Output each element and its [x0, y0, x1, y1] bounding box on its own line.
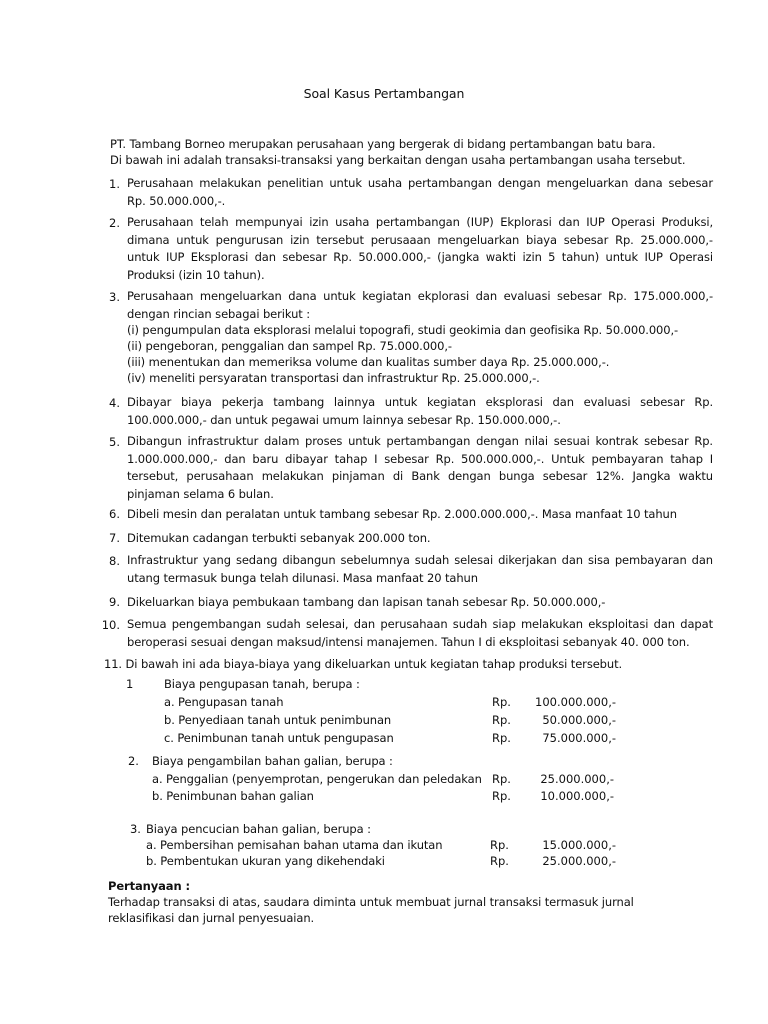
- item-subline: (ii) pengeboran, penggalian dan sampel Rp. 75.000.000,-: [127, 339, 452, 353]
- cost-label: c. Penimbunan tanah untuk pengupasan: [164, 731, 394, 745]
- currency-label: Rp.: [492, 789, 511, 803]
- cost-amount: 10.000.000,-: [540, 789, 614, 803]
- cost-amount: 25.000.000,-: [542, 854, 616, 868]
- cost-label: b. Pembentukan ukuran yang dikehendaki: [146, 854, 385, 868]
- item-text: Perusahaan mengeluarkan dana untuk kegiatan ekplorasi dan evaluasi sebesar Rp. 175.000.000,- dengan rincian sebagai berikut :: [127, 289, 713, 321]
- group-number: 3.: [130, 822, 141, 836]
- group-heading: Biaya pengupasan tanah, berupa :: [164, 677, 360, 691]
- item-text: Dibayar biaya pekerja tambang lainnya untuk kegiatan eksplorasi dan evaluasi sebesar Rp. 100.000.000,- dan untuk pegawai umum lainnya sebesar Rp. 150.000.000,-.: [127, 395, 713, 427]
- item-text: Infrastruktur yang sedang dibangun sebelumnya sudah selesai dikerjakan dan sisa pembayaran dan utang termasuk bunga telah dilunasi. Masa manfaat 20 tahun: [127, 553, 713, 585]
- item-11-text: 11. Di bawah ini ada biaya-biaya yang dikeluarkan untuk kegiatan tahap produksi tersebut.: [104, 657, 623, 671]
- item-text: Dibeli mesin dan peralatan untuk tambang sebesar Rp. 2.000.000.000,-. Masa manfaat 10 tahun: [127, 507, 677, 521]
- cost-amount: 25.000.000,-: [540, 772, 614, 786]
- item-text: Perusahaan melakukan penelitian untuk usaha pertambangan dengan mengeluarkan dana sebesar Rp. 50.000.000,-.: [127, 176, 713, 208]
- currency-label: Rp.: [490, 854, 509, 868]
- item-number: 1.: [109, 177, 120, 191]
- page-title: Soal Kasus Pertambangan: [303, 86, 465, 101]
- item-number: 3.: [109, 290, 120, 304]
- group-number: 2.: [128, 754, 139, 768]
- cost-label: b. Penyediaan tanah untuk penimbunan: [164, 713, 392, 727]
- item-subline: (iv) meneliti persyaratan transportasi dan infrastruktur Rp. 25.000.000,-.: [127, 371, 540, 385]
- question-heading: Pertanyaan :: [108, 879, 190, 893]
- item-subline: (iii) menentukan dan memeriksa volume dan kualitas sumber daya Rp. 25.000.000,-.: [127, 355, 610, 369]
- item-number: 4.: [109, 396, 120, 410]
- currency-label: Rp.: [492, 695, 511, 709]
- group-heading: Biaya pengambilan bahan galian, berupa :: [152, 754, 393, 768]
- currency-label: Rp.: [492, 731, 511, 745]
- item-number: 10.: [101, 618, 120, 632]
- group-number: 1: [126, 677, 134, 691]
- item-text: Perusahaan telah mempunyai izin usaha pertambangan (IUP) Ekplorasi dan IUP Operasi Produksi, dimana untuk pengurusan izin tersebut perusaaan mengeluarkan biaya sebesar Rp. 25.000.000,- untuk IUP Eksplorasi dan sebesar Rp. 50.000.000,- (jangka wakti izin 5 tahun) untuk IUP Operasi Produksi (izin 10 tahun).: [127, 215, 713, 282]
- cost-amount: 100.000.000,-: [535, 695, 616, 709]
- item-text: Ditemukan cadangan terbukti sebanyak 200.000 ton.: [127, 531, 431, 545]
- currency-label: Rp.: [492, 772, 511, 786]
- item-number: 5.: [109, 435, 120, 449]
- group-heading: Biaya pencucian bahan galian, berupa :: [146, 822, 371, 836]
- question-line: reklasifikasi dan jurnal penyesuaian.: [108, 911, 315, 925]
- intro-line-2: Di bawah ini adalah transaksi-transaksi yang berkaitan dengan usaha pertambangan usaha tersebut.: [110, 153, 686, 167]
- currency-label: Rp.: [492, 713, 511, 727]
- cost-amount: 75.000.000,-: [542, 731, 616, 745]
- cost-amount: 50.000.000,-: [542, 713, 616, 727]
- cost-amount: 15.000.000,-: [542, 838, 616, 852]
- item-number: 7.: [109, 531, 120, 545]
- item-number: 6.: [109, 507, 120, 521]
- item-text: Dibangun infrastruktur dalam proses untuk pertambangan dengan nilai sesuai kontrak sebesar Rp. 1.000.000.000,- dan baru dibayar tahap I sebesar Rp. 500.000.000,-. Untuk pembayaran tahap I tersebut, perusahaan melakukan pinjaman di Bank dengan bunga sebesar 12%. Jangka waktu pinjaman selama 6 bulan.: [127, 434, 713, 501]
- intro-line-1: PT. Tambang Borneo merupakan perusahaan yang bergerak di bidang pertambangan batu bara.: [110, 137, 656, 151]
- question-line: Terhadap transaksi di atas, saudara diminta untuk membuat jurnal transaksi termasuk jurnal: [108, 895, 634, 909]
- currency-label: Rp.: [490, 838, 509, 852]
- item-text: Dikeluarkan biaya pembukaan tambang dan lapisan tanah sebesar Rp. 50.000.000,-: [127, 595, 606, 609]
- cost-label: a. Pembersihan pemisahan bahan utama dan ikutan: [146, 838, 443, 852]
- item-number: 8.: [109, 554, 120, 568]
- item-number: 9.: [109, 595, 120, 609]
- cost-label: b. Penimbunan bahan galian: [152, 789, 314, 803]
- cost-label: a. Penggalian (penyemprotan, pengerukan dan peledakan: [152, 772, 482, 786]
- item-number: 2.: [109, 216, 120, 230]
- item-subline: (i) pengumpulan data eksplorasi melalui topografi, studi geokimia dan geofisika Rp. 50.000.000,-: [127, 323, 679, 337]
- cost-label: a. Pengupasan tanah: [164, 695, 284, 709]
- item-text: Semua pengembangan sudah selesai, dan perusahaan sudah siap melakukan eksploitasi dan dapat beroperasi sesuai dengan maksud/intensi manajemen. Tahun I di eksploitasi sebanyak 40. 000 ton.: [127, 617, 713, 649]
